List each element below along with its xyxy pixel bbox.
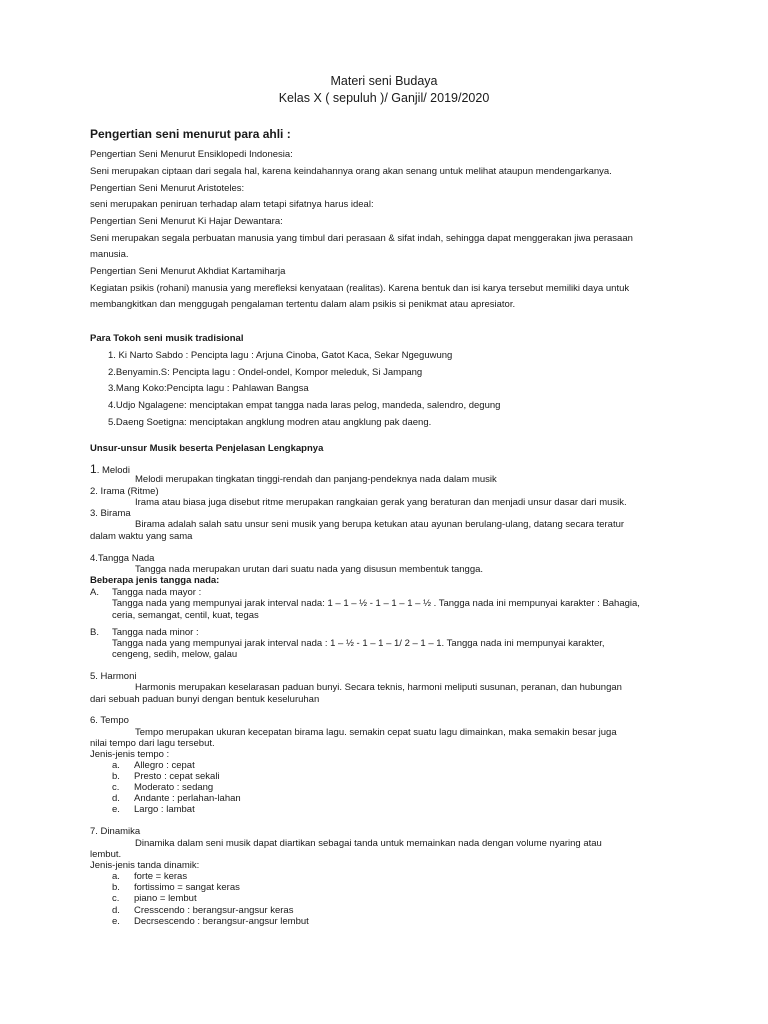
- definition-text: membangkitkan dan menggugah pengalaman tertentu dalam alam psikis si penikmat atau apresiator.: [90, 299, 516, 310]
- element-desc: Tangga nada merupakan urutan dari suatu nada yang disusun membentuk tangga.: [135, 564, 484, 575]
- list-item-text: Decrsescendo : berangsur-angsur lembut: [134, 916, 309, 927]
- list-item-text: Allegro : cepat: [134, 760, 195, 771]
- list-item: 2.Benyamin.S: Pencipta lagu : Ondel-ondel, Kompor meleduk, Si Jampang: [108, 367, 423, 378]
- list-marker: c.: [112, 782, 120, 793]
- list-marker: e.: [112, 804, 120, 815]
- element-desc: nilai tempo dari lagu tersebut.: [90, 738, 215, 749]
- list-item: 5.Daeng Soetigna: menciptakan angklung modren atau angklung pak daeng.: [108, 417, 432, 428]
- list-item: [90, 587, 201, 598]
- list-item: [112, 771, 220, 782]
- element-heading-birama: 3. Birama: [90, 508, 131, 519]
- list-item-text: Largo : lambat: [134, 804, 195, 815]
- definition-title: Pengertian Seni Menurut Ki Hajar Dewantara:: [90, 216, 283, 227]
- list-item-text: Presto : cepat sekali: [134, 771, 220, 782]
- list-item: [112, 793, 241, 804]
- definition-text: Kegiatan psikis (rohani) manusia yang merefleksi kenyataan (realitas). Karena bentuk dan isi karya tersebut memiliki daya untuk: [90, 283, 630, 294]
- list-item: [112, 804, 195, 815]
- subsection-heading: Jenis-jenis tanda dinamik:: [90, 860, 200, 871]
- definition-text: Seni merupakan segala perbuatan manusia yang timbul dari perasaan & sifat indah, sehingga dapat menggerakan jiwa perasaan: [90, 233, 633, 244]
- list-item: [112, 893, 197, 904]
- list-item-text: forte = keras: [134, 871, 188, 882]
- list-item: 1. Ki Narto Sabdo : Pencipta lagu : Arjuna Cinoba, Gatot Kaca, Sekar Ngeguwung: [108, 350, 453, 361]
- definition-text: seni merupakan peniruan terhadap alam tetapi sifatnya harus ideal:: [90, 199, 374, 210]
- doc-subtitle: Kelas X ( sepuluh )/ Ganjil/ 2019/2020: [278, 91, 490, 105]
- section-heading-definitions: Pengertian seni menurut para ahli :: [90, 127, 291, 141]
- element-heading-dinamika: 7. Dinamika: [90, 826, 141, 837]
- element-heading-irama: 2. Irama (Ritme): [90, 486, 159, 497]
- list-item-text: Tangga nada yang mempunyai jarak interval nada : 1 – ½ - 1 – 1 – 1/ 2 – 1 – 1. Tangga nada ini mempunyai karakter,: [112, 638, 605, 649]
- element-desc: dari sebuah paduan bunyi dengan bentuk keseluruhan: [90, 694, 320, 705]
- section-heading-elements: Unsur-unsur Musik beserta Penjelasan Lengkapnya: [90, 443, 324, 454]
- element-desc: Harmonis merupakan keselarasan paduan bunyi. Secara teknis, harmoni meliputi susunan, peranan, dan hubungan: [135, 682, 622, 693]
- list-marker: c.: [112, 893, 120, 904]
- list-item-title: Tangga nada mayor :: [112, 587, 202, 598]
- list-item: [112, 871, 187, 882]
- list-item-text: Andante : perlahan-lahan: [134, 793, 241, 804]
- subsection-heading: Beberapa jenis tangga nada:: [90, 575, 220, 586]
- list-item: [112, 760, 195, 771]
- list-marker: b.: [112, 882, 120, 893]
- list-marker: a.: [112, 760, 120, 771]
- list-marker: A.: [90, 587, 99, 598]
- definition-text: Seni merupakan ciptaan dari segala hal, karena keindahannya orang akan senang untuk melihat ataupun mendengarkanya.: [90, 166, 612, 177]
- doc-title: Materi seni Budaya: [330, 74, 438, 88]
- list-item-text: Cresscendo : berangsur-angsur keras: [134, 905, 294, 916]
- element-label: . Melodi: [96, 465, 130, 476]
- list-marker: d.: [112, 905, 120, 916]
- definition-title: Pengertian Seni Menurut Akhdiat Kartamiharja: [90, 266, 286, 277]
- list-marker: e.: [112, 916, 120, 927]
- list-item-text: fortissimo = sangat keras: [134, 882, 240, 893]
- element-heading-tangga-nada: 4.Tangga Nada: [90, 553, 155, 564]
- list-item: 4.Udjo Ngalagene: menciptakan empat tangga nada laras pelog, mandeda, salendro, degung: [108, 400, 501, 411]
- list-marker: a.: [112, 871, 120, 882]
- element-desc: Dinamika dalam seni musik dapat diartikan sebagai tanda untuk memainkan nada dengan volume nyaring atau: [135, 838, 602, 849]
- element-desc: Melodi merupakan tingkatan tinggi-rendah dan panjang-pendeknya nada dalam musik: [135, 474, 497, 485]
- list-item: [112, 916, 309, 927]
- element-desc: Tempo merupakan ukuran kecepatan birama lagu. semakin cepat suatu lagu dimainkan, maka semakin besar juga: [135, 727, 617, 738]
- list-item: [90, 627, 199, 638]
- list-marker: b.: [112, 771, 120, 782]
- list-item-text: piano = lembut: [134, 893, 197, 904]
- element-heading-harmoni: 5. Harmoni: [90, 671, 137, 682]
- section-heading-figures: Para Tokoh seni musik tradisional: [90, 333, 244, 344]
- element-heading-melodi: [90, 462, 130, 476]
- element-heading-tempo: 6. Tempo: [90, 715, 129, 726]
- subsection-heading: Jenis-jenis tempo :: [90, 749, 170, 760]
- list-item: [112, 905, 293, 916]
- element-desc: dalam waktu yang sama: [90, 531, 193, 542]
- definition-text: manusia.: [90, 249, 129, 260]
- list-item-text: Tangga nada yang mempunyai jarak interval nada: 1 – 1 – ½ - 1 – 1 – 1 – ½ . Tangga nada ini mempunyai karakter : Bahagia,: [112, 598, 640, 609]
- element-desc: Birama adalah salah satu unsur seni musik yang berupa ketukan atau ayunan berulang-ulang, datang secara teratur: [135, 519, 625, 530]
- element-number: 1: [90, 462, 97, 476]
- list-item-text: Moderato : sedang: [134, 782, 214, 793]
- list-item: 3.Mang Koko:Pencipta lagu : Pahlawan Bangsa: [108, 383, 309, 394]
- list-marker: B.: [90, 627, 99, 638]
- list-marker: d.: [112, 793, 120, 804]
- definition-title: Pengertian Seni Menurut Ensiklopedi Indonesia:: [90, 149, 293, 160]
- list-item: [112, 882, 240, 893]
- element-desc: lembut.: [90, 849, 122, 860]
- definition-title: Pengertian Seni Menurut Aristoteles:: [90, 183, 245, 194]
- list-item: [112, 782, 213, 793]
- element-desc: Irama atau biasa juga disebut ritme merupakan rangkaian gerak yang beraturan dan menjadi unsur dasar dari musik.: [135, 497, 627, 508]
- list-item-text: cengeng, sedih, melow, galau: [112, 649, 238, 660]
- list-item-title: Tangga nada minor :: [112, 627, 199, 638]
- list-item-text: ceria, semangat, centil, kuat, tegas: [112, 610, 259, 621]
